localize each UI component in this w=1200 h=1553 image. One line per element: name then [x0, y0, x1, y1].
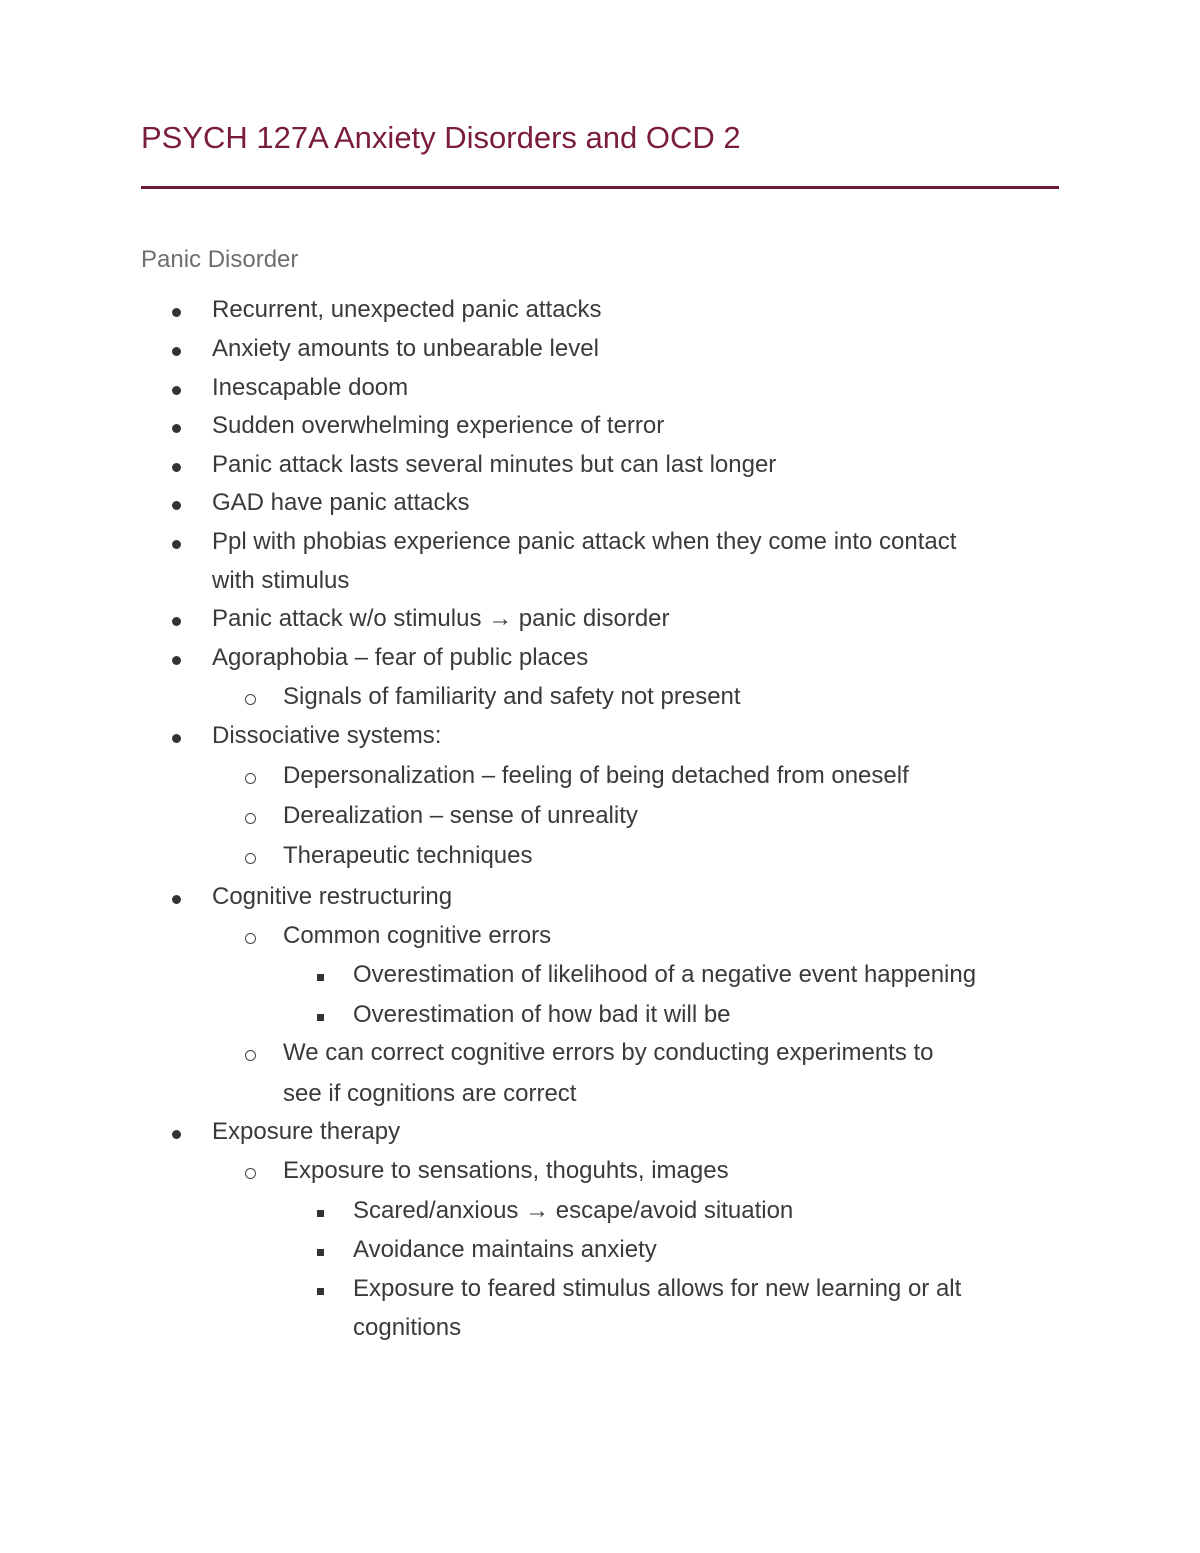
list-item-text: Ppl with phobias experience panic attack when they come into contact	[212, 528, 957, 555]
list-item-text: Sudden overwhelming experience of terror	[212, 412, 665, 439]
bullet-disc-icon	[172, 617, 181, 626]
bullet-square-icon	[317, 1210, 324, 1217]
list-item-text: Therapeutic techniques	[283, 842, 533, 869]
title-divider	[141, 186, 1059, 189]
bullet-circle-icon	[245, 1050, 256, 1061]
list-item-text: Exposure to feared stimulus allows for new learning or alt	[353, 1275, 962, 1302]
bullet-circle-icon	[245, 933, 256, 944]
bullet-disc-icon	[172, 501, 181, 510]
bullet-circle-icon	[245, 694, 256, 705]
list-item-text: Scared/anxious → escape/avoid situation	[353, 1197, 794, 1224]
page-title: PSYCH 127A Anxiety Disorders and OCD 2	[141, 120, 741, 155]
bullet-disc-icon	[172, 734, 181, 743]
list-item-continuation: cognitions	[353, 1314, 462, 1341]
list-item-text: Inescapable doom	[212, 374, 409, 401]
bullet-disc-icon	[172, 463, 181, 472]
list-item-text: Anxiety amounts to unbearable level	[212, 335, 599, 362]
bullet-disc-icon	[172, 308, 181, 317]
list-item-text: Panic attack lasts several minutes but can last longer	[212, 451, 777, 478]
bullet-square-icon	[317, 974, 324, 981]
list-item-text: We can correct cognitive errors by conducting experiments to	[283, 1039, 934, 1066]
section-heading: Panic Disorder	[141, 246, 299, 273]
bullet-disc-icon	[172, 386, 181, 395]
list-item-text: Recurrent, unexpected panic attacks	[212, 296, 602, 323]
list-item-text: Exposure therapy	[212, 1118, 401, 1145]
bullet-disc-icon	[172, 540, 181, 549]
list-item-continuation: see if cognitions are correct	[283, 1080, 577, 1107]
list-item-text: Agoraphobia – fear of public places	[212, 644, 589, 671]
list-item-text: Cognitive restructuring	[212, 883, 453, 910]
list-item-text: Depersonalization – feeling of being detached from oneself	[283, 762, 909, 789]
bullet-circle-icon	[245, 813, 256, 824]
list-item-text: GAD have panic attacks	[212, 489, 470, 516]
list-item-text: Common cognitive errors	[283, 922, 552, 949]
bullet-square-icon	[317, 1288, 324, 1295]
bullet-disc-icon	[172, 895, 181, 904]
bullet-circle-icon	[245, 773, 256, 784]
bullet-circle-icon	[245, 853, 256, 864]
list-item-text: Overestimation of likelihood of a negative event happening	[353, 961, 977, 988]
bullet-disc-icon	[172, 1130, 181, 1139]
bullet-disc-icon	[172, 347, 181, 356]
bullet-circle-icon	[245, 1168, 256, 1179]
list-item-text: Avoidance maintains anxiety	[353, 1236, 657, 1263]
bullet-disc-icon	[172, 656, 181, 665]
list-item-text: Panic attack w/o stimulus → panic disorder	[212, 605, 670, 632]
list-item-text: Derealization – sense of unreality	[283, 802, 638, 829]
list-item-continuation: with stimulus	[212, 567, 350, 594]
list-item-text: Dissociative systems:	[212, 722, 442, 749]
list-item-text: Overestimation of how bad it will be	[353, 1001, 731, 1028]
list-item-text: Exposure to sensations, thoguhts, images	[283, 1157, 729, 1184]
list-item-text: Signals of familiarity and safety not present	[283, 683, 741, 710]
bullet-square-icon	[317, 1014, 324, 1021]
bullet-disc-icon	[172, 424, 181, 433]
bullet-square-icon	[317, 1249, 324, 1256]
